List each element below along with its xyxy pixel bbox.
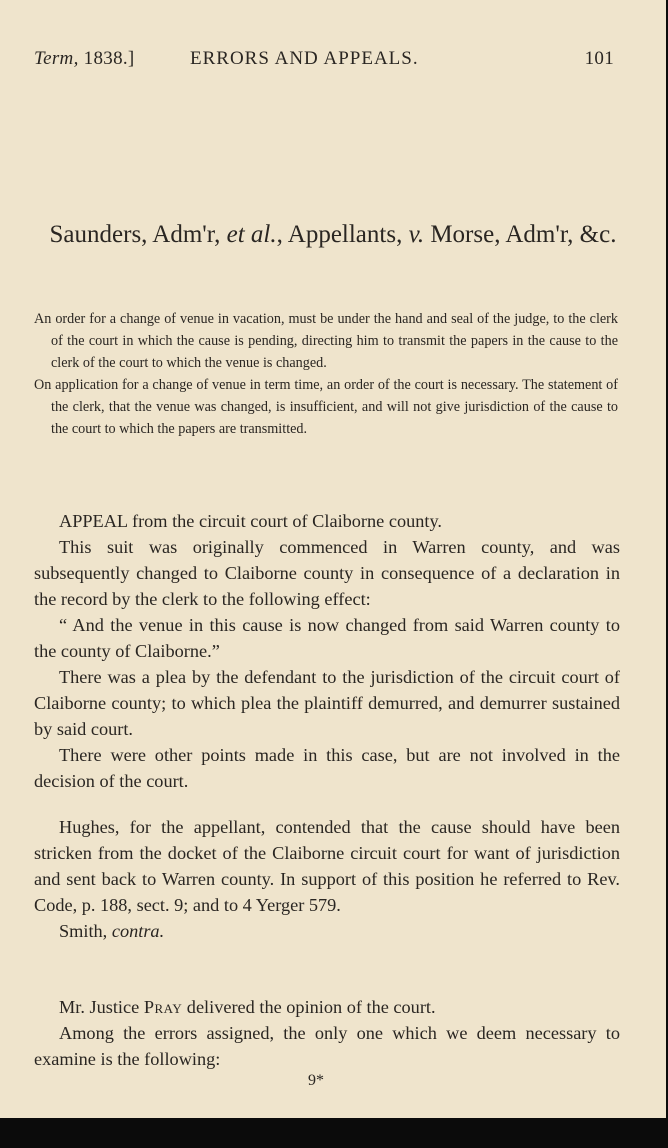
case-title-et-al: et al.	[226, 221, 277, 248]
header-term-year: 1838.]	[78, 48, 135, 69]
headnotes	[34, 308, 618, 440]
appeal-word: APPEAL	[59, 511, 128, 531]
running-header	[34, 48, 614, 74]
arguments	[34, 814, 620, 944]
paragraph	[34, 994, 620, 1020]
paragraph: “ And the venue in this cause is now changed from said Warren county to the county of Claiborne.”	[34, 615, 620, 661]
signature-mark: 9*	[308, 1072, 324, 1089]
opinion-intro-rest: delivered the opinion of the court.	[182, 997, 436, 1017]
opinion	[34, 994, 620, 1072]
paragraph	[34, 508, 620, 534]
case-title	[40, 218, 626, 252]
paragraph: Among the errors assigned, the only one which we deem necessary to examine is the following:	[34, 1023, 620, 1069]
paragraph	[34, 918, 620, 944]
header-title: ERRORS AND APPEALS.	[190, 48, 419, 69]
case-title-party1: Saunders, Adm'r,	[49, 221, 221, 248]
statement-of-case	[34, 508, 620, 794]
appeal-rest: from the circuit court of Claiborne county.	[127, 511, 442, 531]
contra-word: contra.	[111, 921, 165, 941]
header-term	[34, 48, 135, 70]
header-term-word: Term,	[34, 48, 79, 69]
case-title-party2: Morse, Adm'r, &c.	[430, 221, 617, 248]
paragraph: There was a plea by the defendant to the jurisdiction of the circuit court of Claiborne county; to which plea the plaintiff demurred, and demurrer sustained by said court.	[34, 667, 620, 739]
paragraph: There were other points made in this case, but are not involved in the decision of the court.	[34, 745, 620, 791]
page-number: 101	[584, 48, 614, 69]
case-title-versus: v.	[408, 221, 425, 248]
opinion-intro: Mr. Justice	[59, 997, 144, 1017]
justice-name: Pray	[143, 997, 183, 1017]
paragraph: This suit was originally commenced in Warren county, and was subsequently changed to Claiborne county in consequence of a declaration in the record by the clerk to the following effect:	[34, 537, 620, 609]
headnote: On application for a change of venue in term time, an order of the court is necessary. The statement of the clerk, that the venue was changed, is insufficient, and will not give jurisdiction of the cause to the court to which the papers are transmitted.	[34, 377, 618, 437]
case-title-appellants: , Appellants,	[276, 221, 403, 248]
counsel-name: Smith,	[59, 921, 108, 941]
headnote: An order for a change of venue in vacation, must be under the hand and seal of the judge, to the clerk of the court in which the cause is pending, directing him to transmit the papers in the cause to the clerk of the court to which the venue is changed.	[34, 311, 618, 371]
paragraph: Hughes, for the appellant, contended that the cause should have been stricken from the docket of the Claiborne circuit court for want of jurisdiction and sent back to Warren county. In support of this position he referred to Rev. Code, p. 188, sect. 9; and to 4 Yerger 579.	[34, 817, 620, 915]
